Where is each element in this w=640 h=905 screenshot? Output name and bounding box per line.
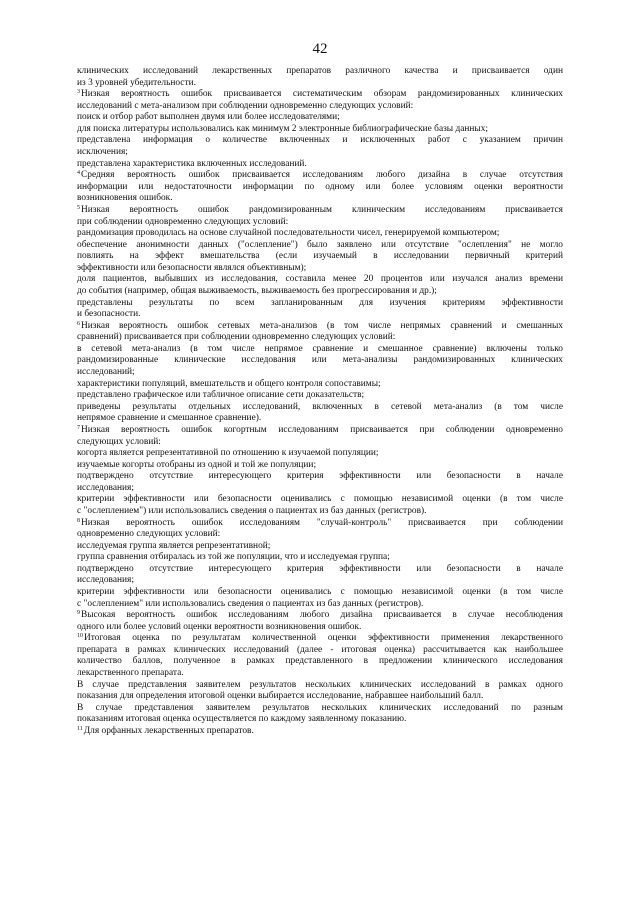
- text-line: [77, 413, 563, 425]
- text-line: [77, 564, 563, 576]
- line-text: доля пациентов, выбывших из исследования, составила менее 20 процентов или изучался анализ времени: [77, 274, 563, 285]
- text-line: [77, 483, 563, 495]
- line-text: исследований;: [77, 367, 135, 378]
- line-text: Средняя вероятность ошибок присваивается исследованиям любого дизайна в случае отсутствия: [81, 170, 563, 181]
- text-line: [77, 691, 563, 703]
- text-line: [77, 518, 563, 530]
- line-text: Низкая вероятность ошибок присваивается систематическим обзорам рандомизированных клинических: [81, 89, 563, 100]
- text-line: [77, 344, 563, 356]
- footnote-marker: 3: [77, 89, 80, 96]
- text-line: [77, 552, 563, 564]
- text-line: [77, 274, 563, 286]
- line-text: рандомизация проводилась на основе случайной последовательности чисел, генерируемой компьютером;: [77, 228, 500, 239]
- line-text: характеристики популяций, вмешательств и общего контроля сопоставимы;: [77, 378, 381, 389]
- line-text: при соблюдении одновременно следующих условий:: [77, 216, 289, 227]
- line-text: показаниям итоговая оценка осуществляется по каждому заявленному показанию.: [77, 714, 407, 725]
- text-line: [77, 251, 563, 263]
- footnote-marker: 8: [77, 517, 80, 524]
- text-line: [77, 587, 563, 599]
- line-text: клинических исследований лекарственных препаратов различного качества и присваивается один: [77, 66, 563, 76]
- line-text: Для орфанных лекарственных препаратов.: [83, 725, 254, 736]
- footnote-marker: 4: [77, 170, 80, 177]
- line-text: исследований с мета-анализом при соблюдении одновременно следующих условий:: [77, 100, 414, 111]
- line-text: одновременно следующих условий:: [77, 529, 221, 540]
- text-line: [77, 622, 563, 634]
- line-text: В случае представления заявителем результатов нескольких клинических исследований по разным: [77, 702, 563, 713]
- line-text: подтверждено отсутствие интересующего критерия эффективности или безопасности в начале: [77, 563, 563, 574]
- line-text: Высокая вероятность ошибок исследованиям любого дизайна присваивается в случае несоблюдения: [81, 610, 563, 621]
- text-line: [77, 714, 563, 726]
- text-line: [77, 182, 563, 194]
- text-line: [77, 541, 563, 553]
- line-text: Низкая вероятность ошибок исследованиям "случай-контроль" присваивается при соблюдении: [81, 517, 563, 528]
- text-line: [77, 124, 563, 136]
- line-text: представлены результаты по всем запланированным для изучения критериям эффективности: [77, 297, 563, 308]
- page-number: 42: [312, 41, 328, 57]
- line-text: представлена характеристика включенных исследований.: [77, 158, 307, 169]
- text-line: [77, 599, 563, 611]
- line-text: и безопасности.: [77, 309, 141, 320]
- line-text: непрямое сравнение и смешанное сравнение).: [77, 413, 262, 424]
- text-line: [77, 460, 563, 472]
- line-text: эффективности или безопасности являлся объективным);: [77, 262, 307, 273]
- line-text: показания для определения итоговой оценки выбирается исследование, набравшее наибольший балл.: [77, 691, 484, 702]
- text-line: [77, 205, 563, 217]
- text-line: [77, 78, 563, 90]
- text-line: [77, 575, 563, 587]
- line-text: исследуемая группа является репрезентативной;: [77, 540, 271, 551]
- line-text: исключения;: [77, 147, 128, 158]
- line-text: приведены результаты отдельных исследований, включенных в сетевой мета-анализ (в том числе: [77, 401, 563, 412]
- line-text: одного или более условий оценки вероятности возникновения ошибок.: [77, 621, 362, 632]
- line-text: сравнений) присваивается при соблюдении одновременно следующих условий:: [77, 332, 396, 343]
- text-line: [77, 263, 563, 275]
- footnote-marker: 6: [77, 320, 80, 327]
- text-line: [77, 425, 563, 437]
- text-line: [77, 101, 563, 113]
- text-line: [77, 656, 563, 668]
- line-text: В случае представления заявителем результатов нескольких клинических исследований в рамках одного: [77, 679, 563, 690]
- text-line: [77, 147, 563, 159]
- text-line: [77, 402, 563, 414]
- line-text: изучаемые когорты отобраны из одной и той же популяции;: [77, 459, 317, 470]
- footnote-marker: 10: [77, 633, 83, 640]
- line-text: критерии эффективности или безопасности оценивались с помощью независимой оценки (в том числе: [77, 494, 563, 505]
- text-line: [77, 217, 563, 229]
- text-line: [77, 135, 563, 147]
- footnote-marker: 7: [77, 424, 80, 431]
- text-line: [77, 529, 563, 541]
- text-line: [77, 66, 563, 78]
- footnote-marker: 5: [77, 204, 80, 211]
- line-text: до события (например, общая выживаемость, выживаемость без прогрессирования и др.);: [77, 285, 437, 296]
- line-text: из 3 уровней убедительности.: [77, 77, 196, 88]
- line-text: подтверждено отсутствие интересующего критерия эффективности или безопасности в начале: [77, 471, 563, 482]
- text-line: [77, 332, 563, 344]
- text-line: [77, 506, 563, 518]
- line-text: с "ослеплением") или использовались сведения о пациентах из баз данных (регистров).: [77, 505, 427, 516]
- line-text: поиск и отбор работ выполнен двумя или более исследователями;: [77, 112, 340, 123]
- text-line: [77, 680, 563, 692]
- text-line: [77, 726, 563, 738]
- line-text: с "ослеплением" или использовались сведения о пациентах из баз данных (регистров).: [77, 598, 424, 609]
- footnote-marker: 11: [77, 725, 83, 732]
- text-line: [77, 240, 563, 252]
- line-text: повлиять на эффект вмешательства (если изучаемый в исследовании первичный критерий: [77, 251, 563, 262]
- text-line: [77, 309, 563, 321]
- line-text: информации или недостаточности информации по одному или более условиям оценки вероятности: [77, 181, 563, 192]
- line-text: количество баллов, полученное в рамках представленного в предложении клинического исследования: [77, 656, 563, 667]
- text-line: [77, 703, 563, 715]
- text-line: [77, 298, 563, 310]
- text-line: [77, 170, 563, 182]
- text-line: [77, 379, 563, 391]
- text-line: [77, 494, 563, 506]
- text-line: [77, 437, 563, 449]
- text-line: [77, 390, 563, 402]
- text-line: [77, 112, 563, 124]
- text-line: [77, 193, 563, 205]
- document-body: [77, 66, 563, 738]
- footnote-marker: 9: [77, 610, 80, 617]
- line-text: следующих условий:: [77, 436, 161, 447]
- text-line: [77, 668, 563, 680]
- line-text: критерии эффективности или безопасности оценивались с помощью независимой оценки (в том числе: [77, 587, 563, 598]
- line-text: для поиска литературы использовались как минимум 2 электронные библиографические базы данных;: [77, 123, 489, 134]
- text-line: [77, 471, 563, 483]
- text-line: [77, 367, 563, 379]
- line-text: исследования;: [77, 575, 134, 586]
- text-line: [77, 89, 563, 101]
- line-text: препарата в рамках клинических исследований (далее - итоговая оценка) рассчитывается как наибольшее: [77, 644, 563, 655]
- line-text: Итоговая оценка по результатам количественной оценки эффективности применения лекарственного: [84, 633, 563, 644]
- text-line: [77, 645, 563, 657]
- text-line: [77, 321, 563, 333]
- line-text: представлено графическое или табличное описание сети доказательств;: [77, 390, 365, 401]
- text-line: [77, 159, 563, 171]
- line-text: представлена информация о количестве включенных и исключенных работ с указанием причин: [77, 135, 563, 146]
- line-text: Низкая вероятность ошибок рандомизированным клиническим исследованиям присваивается: [81, 204, 563, 215]
- line-text: лекарственного препарата.: [77, 668, 184, 679]
- text-line: [77, 228, 563, 240]
- text-line: [77, 355, 563, 367]
- line-text: когорта является репрезентативной по отношению к изучаемой популяции;: [77, 448, 379, 459]
- line-text: исследования;: [77, 482, 134, 493]
- line-text: рандомизированные клинические исследования или мета-анализы рандомизированных клинических: [77, 355, 563, 366]
- line-text: возникновения ошибок.: [77, 193, 173, 204]
- line-text: группа сравнения отбиралась из той же популяции, что и исследуемая группа;: [77, 552, 390, 563]
- text-line: [77, 633, 563, 645]
- line-text: обеспечение анонимности данных ("ослепление") было заявлено или отсутствие "ослепления" не могло: [77, 239, 563, 250]
- text-line: [77, 610, 563, 622]
- line-text: Низкая вероятность ошибок когортным исследованиям присваивается при соблюдении одновременно: [81, 424, 563, 435]
- text-line: [77, 286, 563, 298]
- line-text: в сетевой мета-анализ (в том числе непрямое сравнение и смешанное сравнение) включены только: [77, 343, 563, 354]
- line-text: Низкая вероятность ошибок сетевых мета-анализов (в том числе непрямых сравнений и смешанных: [81, 320, 563, 331]
- text-line: [77, 448, 563, 460]
